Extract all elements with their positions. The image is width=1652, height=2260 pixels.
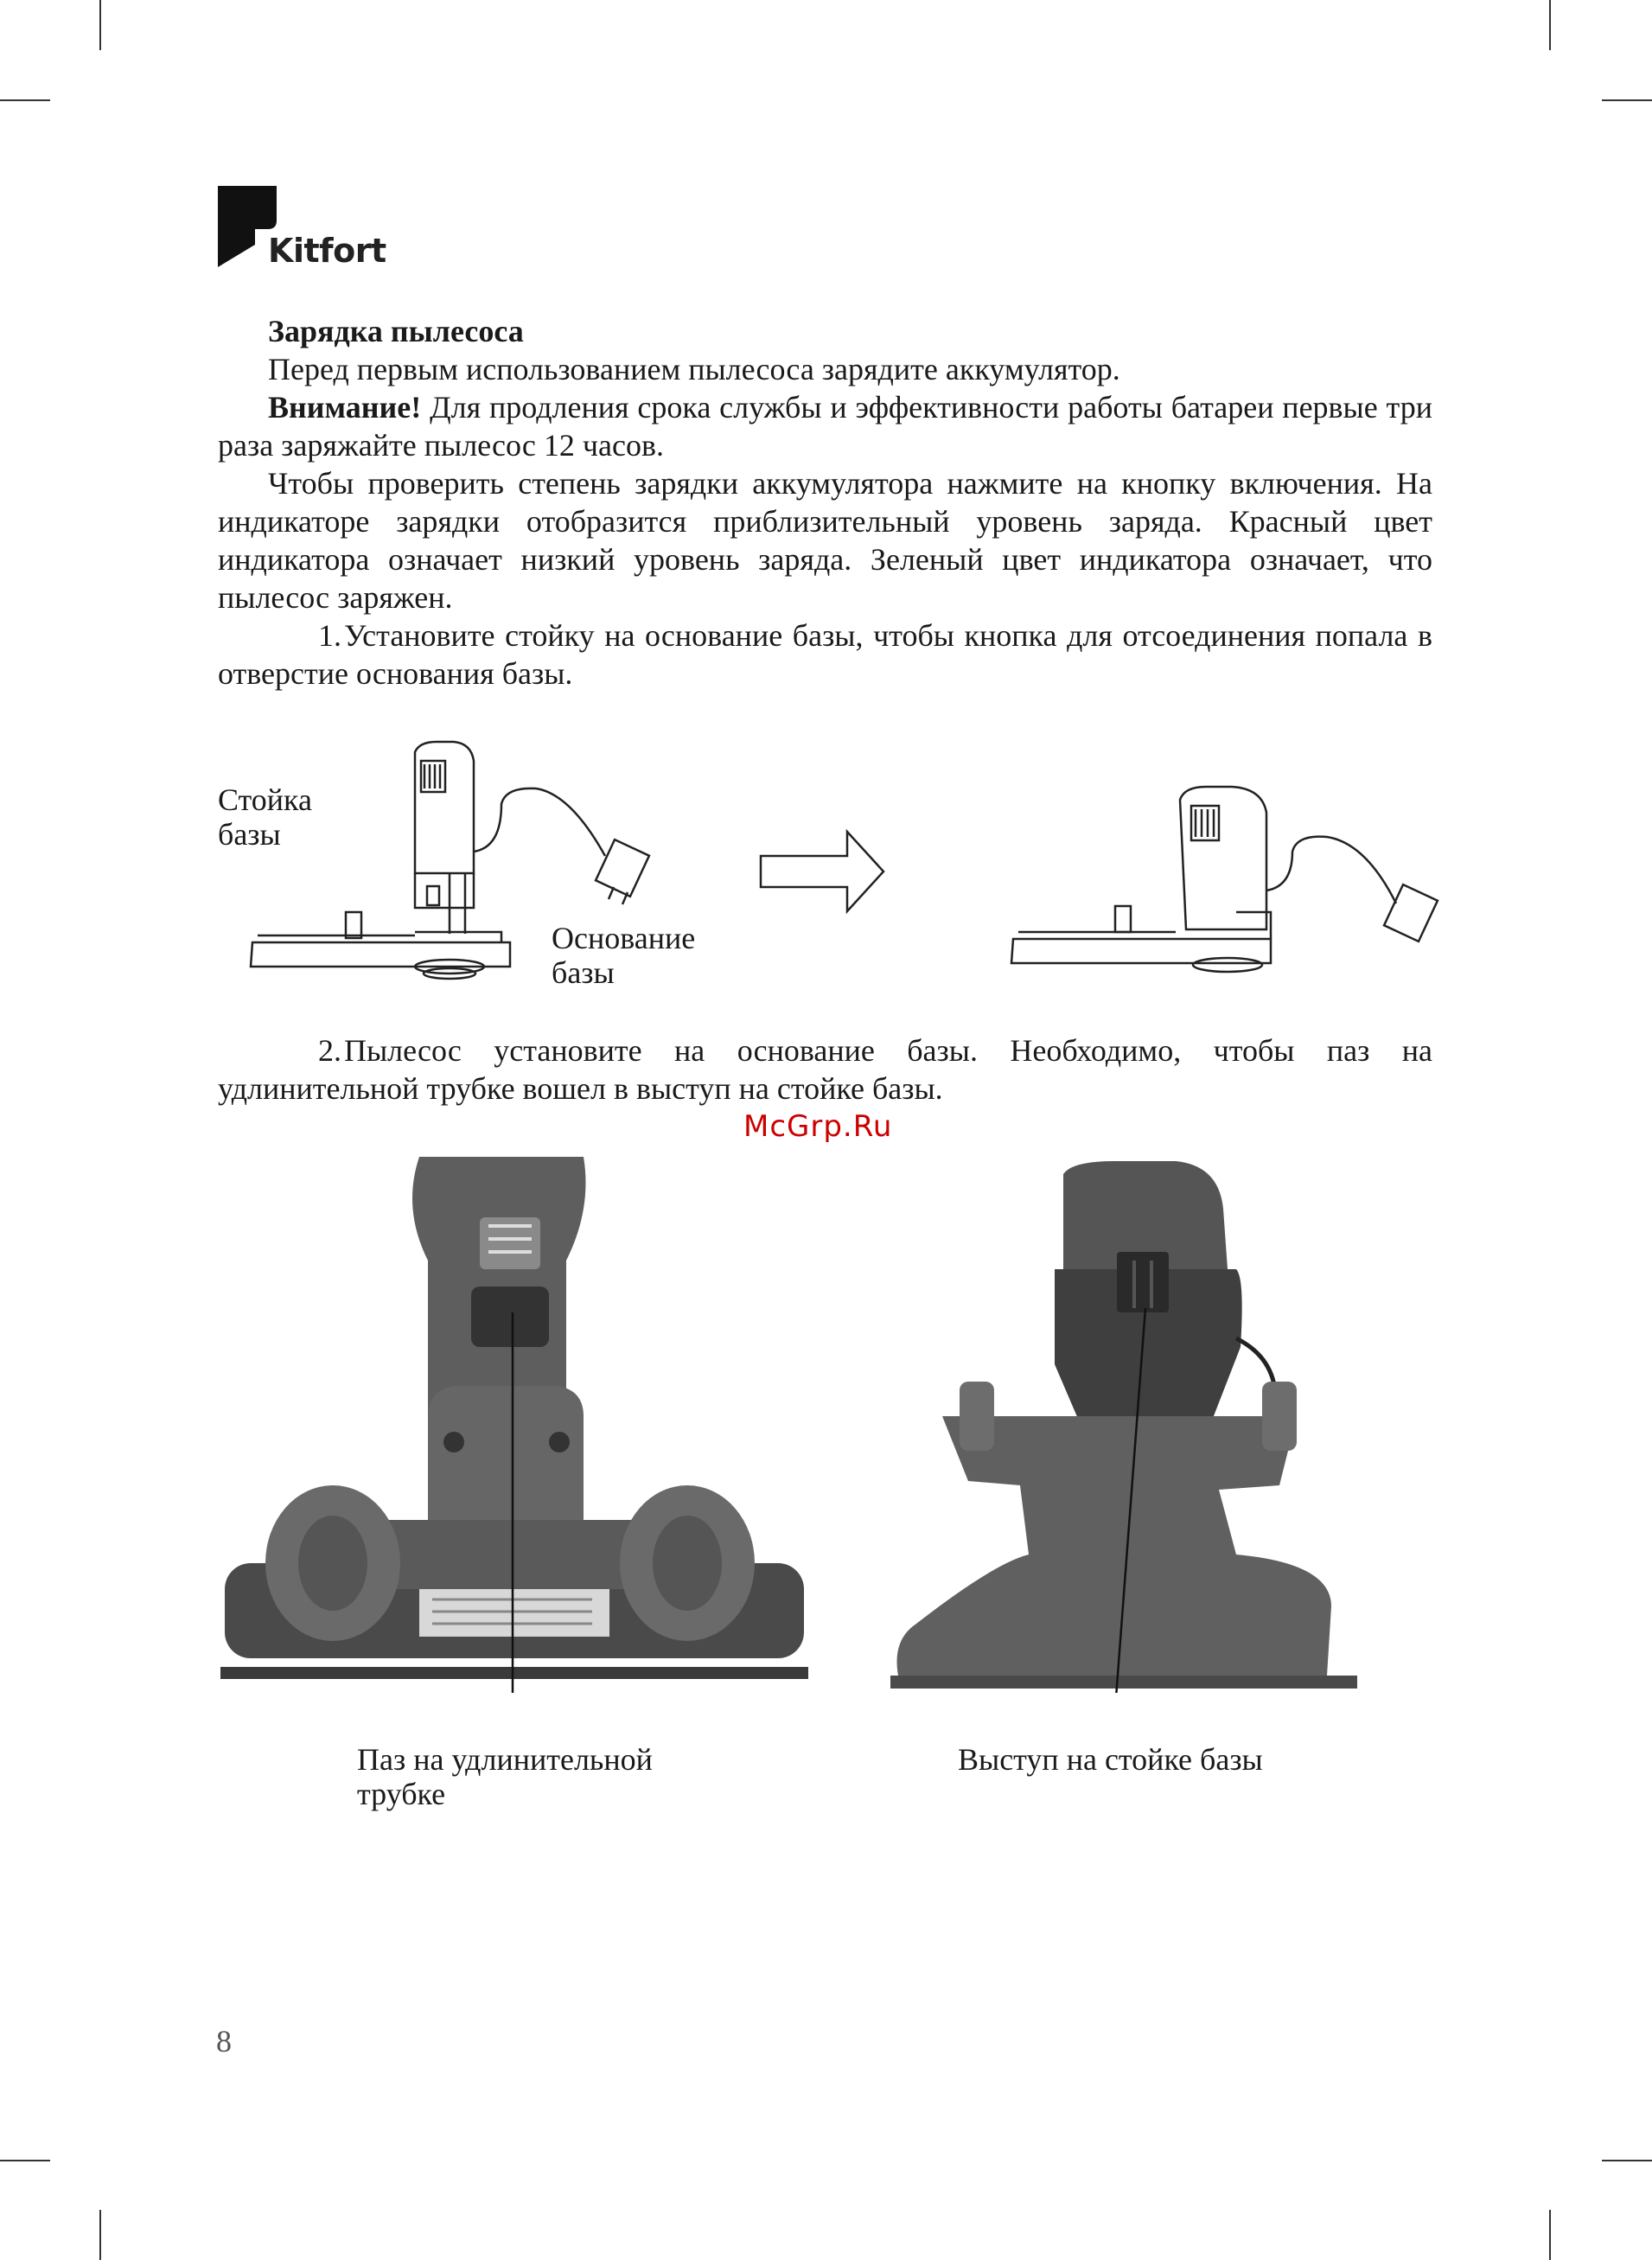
- label-stand-line2: базы: [218, 817, 281, 852]
- caption-groove: [357, 1742, 653, 1811]
- crop-mark: [1602, 99, 1652, 101]
- step-number: 1.: [318, 618, 341, 653]
- step-1: [218, 616, 1432, 693]
- label-base-line2: базы: [552, 955, 615, 990]
- paragraph-charge-indicator: Чтобы проверить степень зарядки аккумулятора нажмите на кнопку включения. На индикаторе зарядки отобразится приблизительный уровень заряда. Красный цвет индикатора означает низкий уровень заряда. Зеленый цвет индикатора означает, что пылесос заряжен.: [218, 466, 1432, 615]
- label-base: [552, 921, 695, 990]
- paragraph-warning: [218, 388, 1432, 464]
- crop-mark: [1602, 2160, 1652, 2161]
- page-number: 8: [216, 2024, 232, 2059]
- caption-groove-line1: Паз на удлинительной: [357, 1742, 653, 1777]
- caption-protrusion: Выступ на стойке базы: [958, 1742, 1263, 1777]
- caption-groove-line2: трубке: [357, 1777, 446, 1811]
- step-2-block: [218, 1031, 1432, 1108]
- warning-label: Внимание!: [268, 390, 422, 425]
- watermark: McGrp.Ru: [743, 1109, 893, 1144]
- vacuum-head-photo: [220, 1157, 808, 1693]
- section-title: Зарядка пылесоса: [268, 314, 524, 348]
- crop-mark: [99, 0, 101, 50]
- crop-mark: [99, 2210, 101, 2260]
- crop-mark: [0, 99, 50, 101]
- stand-assembly-diagram: [218, 735, 1470, 994]
- paragraph-first-use: Перед первым использованием пылесоса зарядите аккумулятор.: [268, 352, 1120, 386]
- stand-base-photo: [890, 1157, 1357, 1693]
- crop-mark: [1549, 0, 1551, 50]
- step-text: Пылесос установите на основание базы. Необходимо, чтобы паз на удлинительной трубке вошел в выступ на стойке базы.: [218, 1033, 1432, 1106]
- brand-name: Kitfort: [268, 232, 386, 270]
- stand-assembly-drawing: [242, 735, 1470, 994]
- stand-protrusion-image: [890, 1157, 1357, 1693]
- step-2: [218, 1031, 1432, 1108]
- vacuum-nozzle-image: [220, 1157, 808, 1693]
- intro-text-block: [218, 312, 1432, 693]
- warning-text: Для продления срока службы и эффективности работы батареи первые три раза заряжайте пылесос 12 часов.: [218, 390, 1432, 463]
- step-text: Установите стойку на основание базы, чтобы кнопка для отсоединения попала в отверстие основания базы.: [218, 618, 1432, 691]
- label-base-line1: Основание: [552, 921, 696, 955]
- label-stand: [218, 782, 312, 852]
- crop-mark: [1549, 2210, 1551, 2260]
- label-stand-line1: Стойка: [218, 782, 312, 817]
- crop-mark: [0, 2160, 50, 2161]
- step-number: 2.: [318, 1033, 341, 1068]
